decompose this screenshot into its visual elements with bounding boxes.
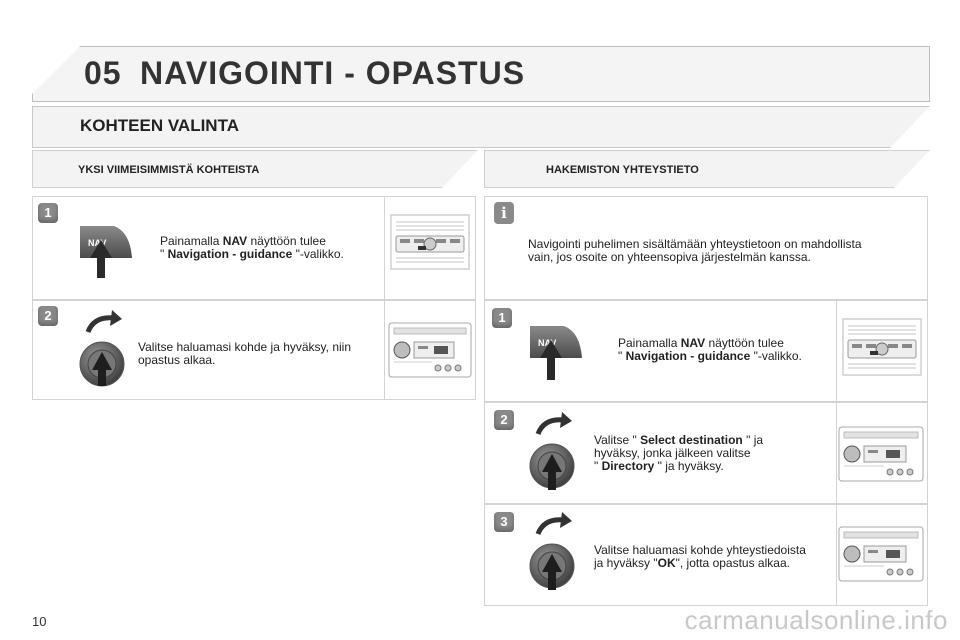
chapter-number: 05: [84, 55, 122, 91]
right-step-1-divider: [836, 300, 837, 402]
left-step-2-text: Valitse haluamasi kohde ja hyväksy, niin opastus alkaa.: [138, 340, 351, 367]
info-text: Navigointi puhelimen sisältämään yhteystietoon on mahdollista vain, jos osoite on yhteensopiva järjestelmän kanssa.: [528, 237, 862, 264]
info-badge: i: [494, 202, 514, 224]
step-badge-2: 2: [494, 410, 514, 430]
watermark: carmanualsonline.info: [684, 605, 948, 635]
rotary-knob-icon: [524, 412, 586, 492]
right-step-1-text: Painamalla NAV näyttöön tulee " Navigation - guidance "-valikko.: [618, 336, 802, 363]
radio-panel-icon: [842, 318, 922, 376]
nav-button-icon: [72, 218, 134, 280]
radio-unit-icon: [838, 526, 924, 582]
page-number: 10: [32, 614, 47, 629]
right-step-2-text: Valitse " Select destination " ja hyväksy, jonka jälkeen valitse " Directory " ja hyväksy.: [594, 433, 764, 473]
step-badge-1: 1: [38, 203, 58, 223]
right-subtitle: HAKEMISTON YHTEYSTIETO: [546, 164, 699, 176]
rotary-knob-icon: [524, 512, 586, 592]
step-badge-3: 3: [494, 512, 514, 532]
left-step-2-divider: [384, 300, 385, 400]
radio-panel-icon: [390, 214, 470, 270]
nav-button-icon: [522, 320, 584, 382]
step-badge-1: 1: [492, 308, 512, 328]
left-step-1-divider: [384, 196, 385, 300]
left-step-1-text: Painamalla NAV näyttöön tulee " Navigation - guidance "-valikko.: [160, 234, 344, 261]
section-title: KOHTEEN VALINTA: [80, 116, 239, 135]
left-subtitle: YKSI VIIMEISIMMISTÄ KOHTEISTA: [78, 164, 260, 176]
radio-unit-icon: [388, 322, 472, 378]
nav-button-label: NAV: [538, 338, 557, 348]
radio-unit-icon: [838, 426, 924, 482]
right-step-3-divider: [836, 504, 837, 606]
right-step-2-divider: [836, 402, 837, 504]
nav-button-label: NAV: [88, 238, 107, 248]
step-badge-2: 2: [38, 306, 58, 326]
rotary-knob-icon: [74, 310, 136, 388]
chapter-title: NAVIGOINTI - OPASTUS: [140, 55, 526, 91]
right-step-3-text: Valitse haluamasi kohde yhteystiedoista ja hyväksy "OK", jotta opastus alkaa.: [594, 543, 806, 570]
